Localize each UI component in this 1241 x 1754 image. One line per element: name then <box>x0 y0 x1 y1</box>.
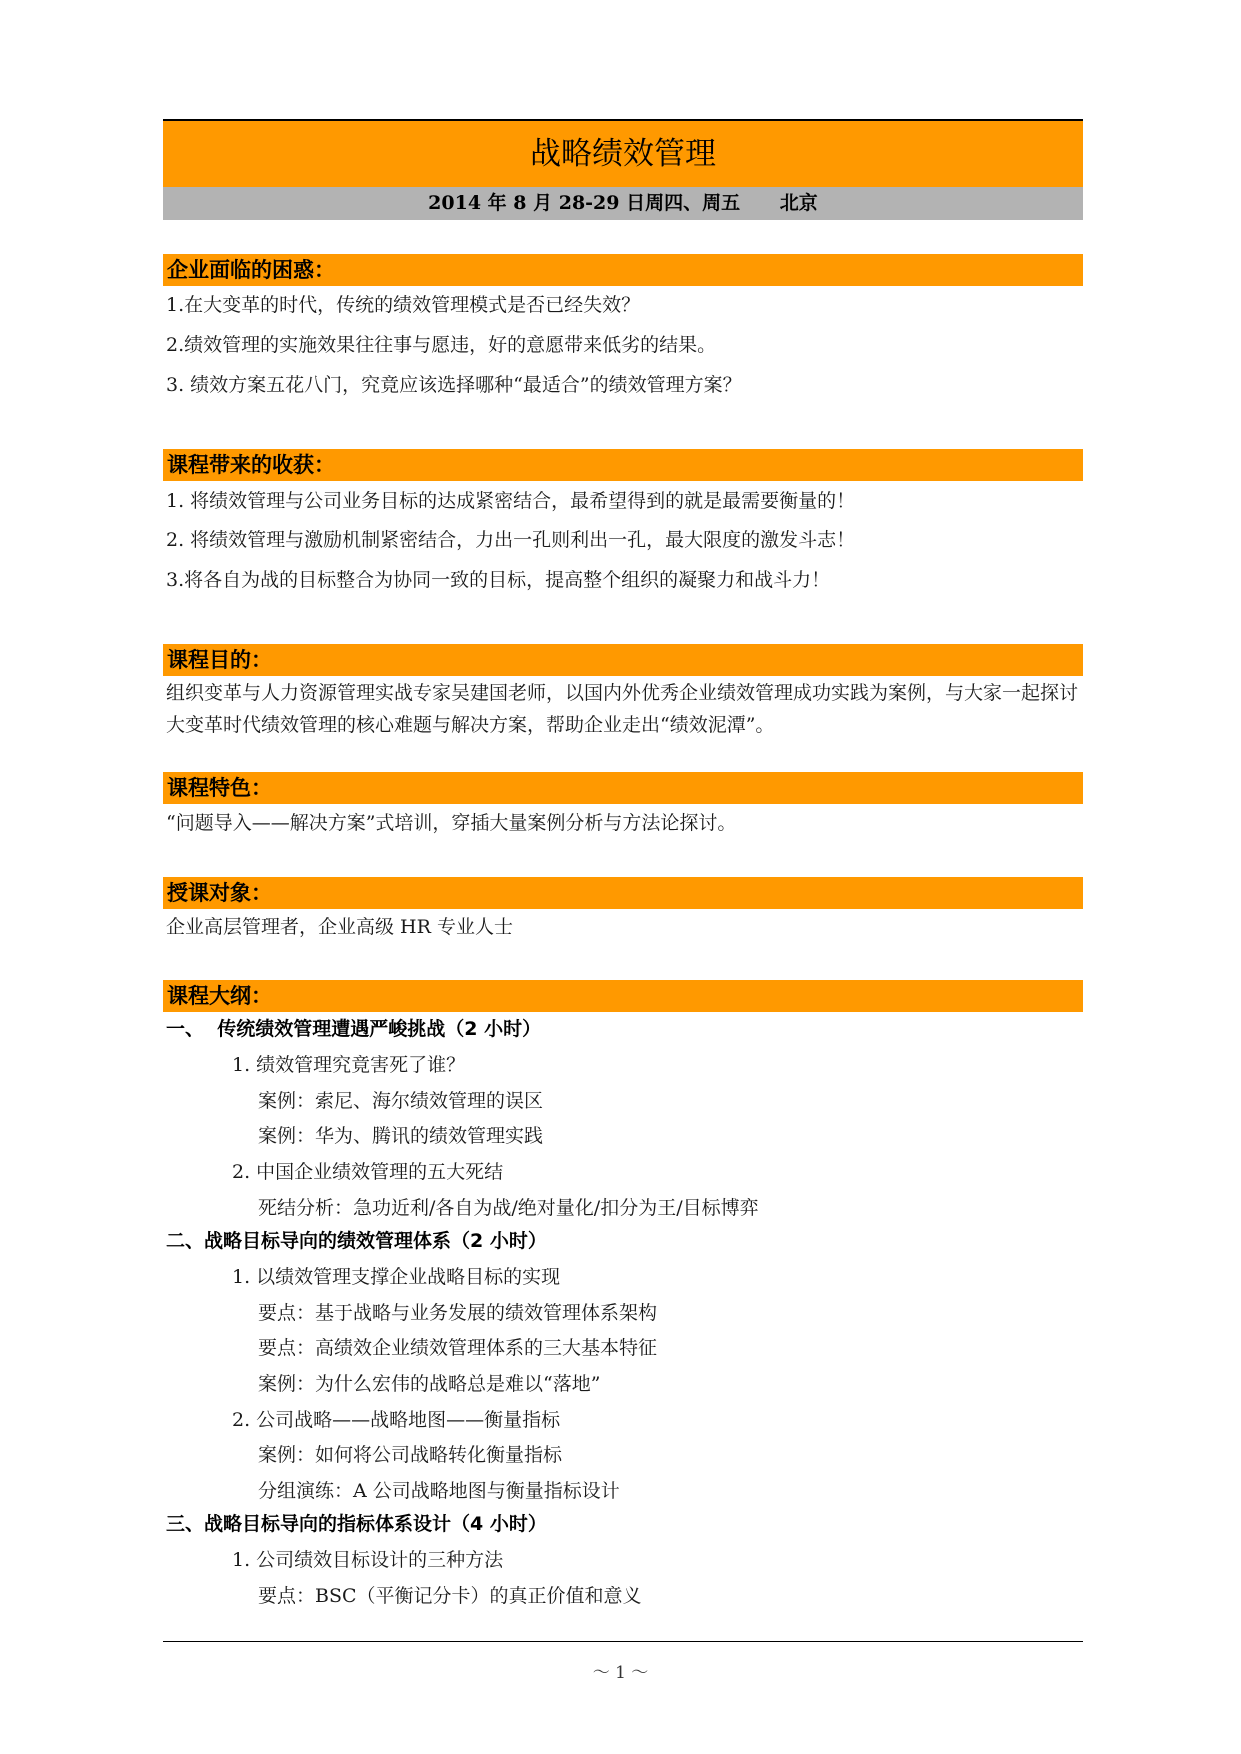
document-title: 战略绩效管理 <box>163 121 1083 187</box>
purpose-text: 组织变革与人力资源管理实战专家吴建国老师，以国内外优秀企业绩效管理成功实践为案例，与大家一起探讨大变革时代绩效管理的核心难题与解决方案，帮助企业走出“绩效泥潭”。 <box>166 682 1079 736</box>
date-location-bar: 2014 年 8 月 28-29 日周四、周五 北京 <box>163 187 1083 220</box>
gains-item-2: 2. 将绩效管理与激励机制紧密结合，力出一孔则利出一孔，最大限度的激发斗志！ <box>166 529 856 551</box>
confusion-item-1: 1.在大变革的时代，传统的绩效管理模式是否已经失效？ <box>166 294 641 316</box>
outline-part-3-item: 1. 公司绩效目标设计的三种方法 <box>232 1549 504 1571</box>
outline-part-2-item: 要点：基于战略与业务发展的绩效管理体系架构 <box>258 1302 658 1324</box>
outline-part-2-title: 二、战略目标导向的绩效管理体系（2 小时） <box>166 1230 547 1252</box>
gains-item-3: 3.将各自为战的目标整合为协同一致的目标，提高整个组织的凝聚力和战斗力！ <box>166 569 831 591</box>
outline-part-1-item: 1. 绩效管理究竟害死了谁？ <box>232 1054 466 1076</box>
section-heading-audience: 授课对象： <box>163 877 1083 909</box>
confusion-item-3: 3. 绩效方案五花八门，究竟应该选择哪种“最适合”的绩效管理方案？ <box>166 374 742 396</box>
gains-item-1: 1. 将绩效管理与公司业务目标的达成紧密结合，最希望得到的就是最需要衡量的！ <box>166 490 856 512</box>
outline-part-2-item: 2. 公司战略——战略地图——衡量指标 <box>232 1409 561 1431</box>
section-heading-confusion: 企业面临的困惑： <box>163 254 1083 286</box>
section-heading-outline: 课程大纲： <box>163 980 1083 1012</box>
outline-part-1-item: 案例：索尼、海尔绩效管理的误区 <box>258 1090 544 1112</box>
outline-part-1-item: 案例：华为、腾讯的绩效管理实践 <box>258 1125 544 1147</box>
outline-part-2-item: 案例：为什么宏伟的战略总是难以“落地” <box>258 1373 601 1395</box>
section-heading-gains: 课程带来的收获： <box>163 449 1083 481</box>
outline-part-3-title: 三、战略目标导向的指标体系设计（4 小时） <box>166 1513 547 1535</box>
outline-part-1-title: 一、 传统绩效管理遭遇严峻挑战（2 小时） <box>166 1018 542 1040</box>
outline-part-2-item: 要点：高绩效企业绩效管理体系的三大基本特征 <box>258 1337 658 1359</box>
section-heading-features: 课程特色： <box>163 772 1083 804</box>
footer-rule <box>163 1641 1083 1642</box>
outline-part-2-item: 分组演练：A 公司战略地图与衡量指标设计 <box>258 1480 620 1502</box>
outline-part-2-item: 案例：如何将公司战略转化衡量指标 <box>258 1444 563 1466</box>
outline-part-3-item: 要点：BSC（平衡记分卡）的真正价值和意义 <box>258 1585 642 1607</box>
outline-part-2-item: 1. 以绩效管理支撑企业战略目标的实现 <box>232 1266 561 1288</box>
confusion-item-2: 2.绩效管理的实施效果往往事与愿违，好的意愿带来低劣的结果。 <box>166 334 717 356</box>
page-number: ～ 1 ～ <box>592 1663 649 1683</box>
outline-part-1-item: 2. 中国企业绩效管理的五大死结 <box>232 1161 504 1183</box>
outline-part-1-item: 死结分析：急功近利/各自为战/绝对量化/扣分为王/目标博弈 <box>258 1197 759 1219</box>
section-heading-purpose: 课程目的： <box>163 644 1083 676</box>
features-text: “问题导入——解决方案”式培训，穿插大量案例分析与方法论探讨。 <box>166 812 737 834</box>
audience-text: 企业高层管理者，企业高级 HR 专业人士 <box>166 916 513 938</box>
